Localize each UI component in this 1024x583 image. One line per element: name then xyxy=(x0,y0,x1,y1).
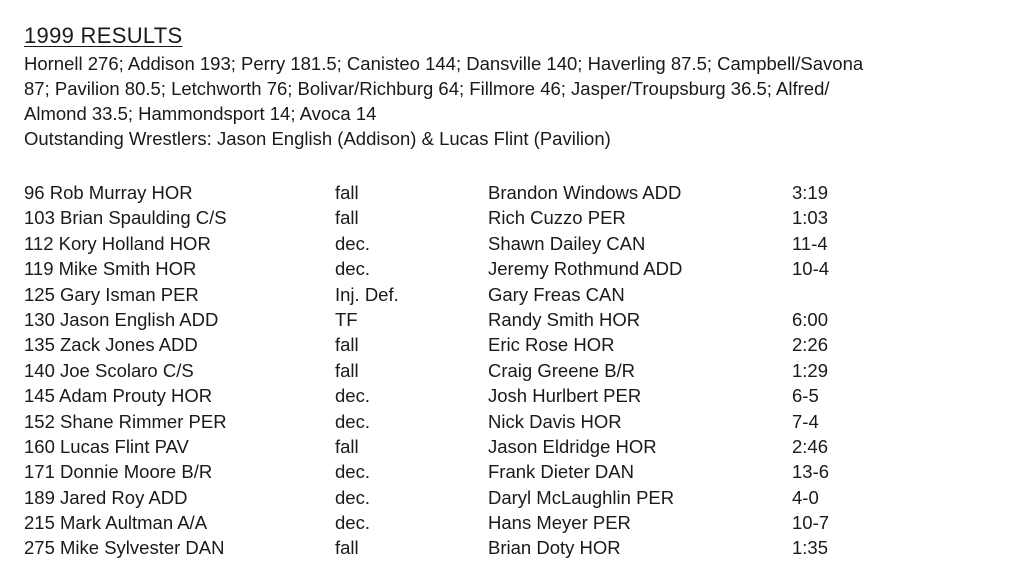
result-row xyxy=(24,434,1004,459)
winner-cell: 119 Mike Smith HOR xyxy=(24,258,197,280)
winner-cell: 215 Mark Aultman A/A xyxy=(24,512,208,534)
result-row xyxy=(24,180,1004,205)
score-cell: 13-6 xyxy=(792,461,830,483)
loser-cell: Craig Greene B/R xyxy=(488,359,636,381)
score-cell: 1:35 xyxy=(792,537,829,559)
loser-cell: Daryl McLaughlin PER xyxy=(488,486,675,508)
loser-cell: Eric Rose HOR xyxy=(488,334,615,356)
score-cell: 10-7 xyxy=(792,512,830,534)
score-cell: 10-4 xyxy=(792,258,830,280)
results-table xyxy=(24,180,1004,561)
score-cell: 2:46 xyxy=(792,435,829,457)
result-row xyxy=(24,332,1004,357)
winner-cell: 171 Donnie Moore B/R xyxy=(24,461,213,483)
result-row xyxy=(24,510,1004,535)
result-row xyxy=(24,409,1004,434)
loser-cell: Brandon Windows ADD xyxy=(488,182,682,203)
result-row xyxy=(24,256,1004,281)
loser-cell: Frank Dieter DAN xyxy=(488,461,634,483)
team-scores-line: 87; Pavilion 80.5; Letchworth 76; Bolivar/Richburg 64; Fillmore 46; Jasper/Troupsburg 36.5; Alfred/ xyxy=(24,78,830,99)
result-type-cell: Inj. Def. xyxy=(335,283,399,305)
page-title: 1999 RESULTS xyxy=(24,23,183,48)
result-row xyxy=(24,205,1004,230)
loser-cell: Jason Eldridge HOR xyxy=(488,435,657,457)
result-type-cell: dec. xyxy=(335,512,370,534)
winner-cell: 125 Gary Isman PER xyxy=(24,283,199,305)
result-type-cell: dec. xyxy=(335,258,370,280)
winner-cell: 140 Joe Scolaro C/S xyxy=(24,359,194,381)
loser-cell: Jeremy Rothmund ADD xyxy=(488,258,683,280)
team-scores-line: Almond 33.5; Hammondsport 14; Avoca 14 xyxy=(24,103,377,124)
result-row xyxy=(24,485,1004,510)
result-type-cell: fall xyxy=(335,334,359,356)
loser-cell: Josh Hurlbert PER xyxy=(488,385,642,407)
score-cell: 7-4 xyxy=(792,410,819,432)
result-type-cell: dec. xyxy=(335,486,370,508)
winner-cell: 130 Jason English ADD xyxy=(24,308,219,330)
score-cell: 11-4 xyxy=(792,232,828,254)
score-cell: 6-5 xyxy=(792,385,819,407)
result-type-cell: fall xyxy=(335,182,359,203)
result-type-cell: dec. xyxy=(335,232,370,254)
results-header xyxy=(24,22,1014,151)
result-type-cell: fall xyxy=(335,207,359,229)
result-row xyxy=(24,383,1004,408)
score-cell: 6:00 xyxy=(792,308,829,330)
result-row xyxy=(24,231,1004,256)
winner-cell: 103 Brian Spaulding C/S xyxy=(24,207,227,229)
team-scores xyxy=(24,51,1014,126)
loser-cell: Gary Freas CAN xyxy=(488,283,625,305)
result-type-cell: TF xyxy=(335,308,358,330)
winner-cell: 189 Jared Roy ADD xyxy=(24,486,188,508)
result-row xyxy=(24,459,1004,484)
outstanding-wrestlers: Outstanding Wrestlers: Jason English (Addison) & Lucas Flint (Pavilion) xyxy=(24,128,611,149)
result-row xyxy=(24,282,1004,307)
score-cell: 3:19 xyxy=(792,182,829,203)
winner-cell: 152 Shane Rimmer PER xyxy=(24,410,227,432)
result-type-cell: fall xyxy=(335,435,359,457)
result-row xyxy=(24,535,1004,560)
score-cell: 1:29 xyxy=(792,359,829,381)
result-type-cell: dec. xyxy=(335,385,370,407)
score-cell: 2:26 xyxy=(792,334,829,356)
winner-cell: 160 Lucas Flint PAV xyxy=(24,435,189,457)
score-cell: 4-0 xyxy=(792,486,819,508)
winner-cell: 275 Mike Sylvester DAN xyxy=(24,537,225,559)
loser-cell: Shawn Dailey CAN xyxy=(488,232,646,254)
loser-cell: Rich Cuzzo PER xyxy=(488,207,626,229)
result-type-cell: fall xyxy=(335,359,359,381)
winner-cell: 145 Adam Prouty HOR xyxy=(24,385,213,407)
winner-cell: 96 Rob Murray HOR xyxy=(24,182,193,203)
team-scores-line: Hornell 276; Addison 193; Perry 181.5; Canisteo 144; Dansville 140; Haverling 87.5; Campbell/Savona xyxy=(24,53,864,74)
winner-cell: 135 Zack Jones ADD xyxy=(24,334,198,356)
loser-cell: Hans Meyer PER xyxy=(488,512,631,534)
winner-cell: 112 Kory Holland HOR xyxy=(24,232,211,254)
result-row xyxy=(24,358,1004,383)
result-type-cell: fall xyxy=(335,537,359,559)
loser-cell: Randy Smith HOR xyxy=(488,308,641,330)
result-row xyxy=(24,307,1004,332)
score-cell: 1:03 xyxy=(792,207,829,229)
result-type-cell: dec. xyxy=(335,410,370,432)
loser-cell: Nick Davis HOR xyxy=(488,410,622,432)
loser-cell: Brian Doty HOR xyxy=(488,537,621,559)
result-type-cell: dec. xyxy=(335,461,370,483)
